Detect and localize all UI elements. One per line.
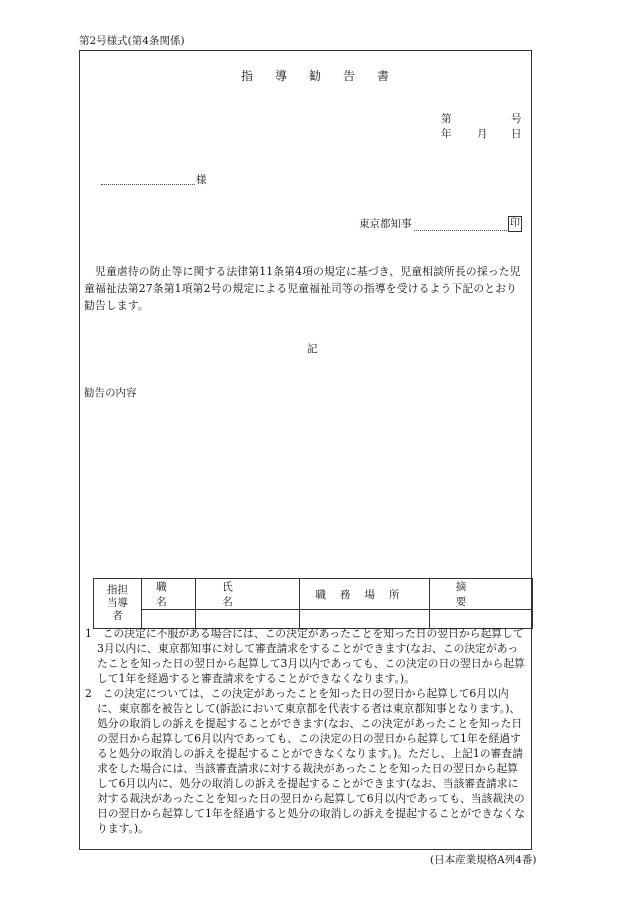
form-label: 第2号様式(第4条関係) <box>79 35 185 47</box>
col-header-remarks: 摘要 <box>430 579 533 610</box>
staff-table <box>93 578 533 629</box>
note-2: 2 この決定については、この決定があったことを知った日の翌日から起算して6月以内に、東京都を被告として(訴訟において東京都を代表する者は東京都知事となります。)、処分の取消しの訴えを提起することができます(なお、この決定があったことを知った日の翌日から起算して6月以内であっても、この決定の日の翌日から起算して1年を経過すると処分の取消しの訴えを提起することができなくなります。)。ただし、上記1の審査請求をした場合には、当該審査請求に対する裁決があったことを知った日の翌日から起算して6月以内に、処分の取消しの訴えを提起することができます(なお、当該審査請求に対する裁決があったことを知った日の翌日から起算して6月以内であっても、当該裁決の日の翌日から起算して1年を経過すると処分の取消しの訴えを提起することができなくなります。)。 <box>85 687 525 835</box>
recommendation-heading: 勧告の内容 <box>84 387 137 399</box>
addressee-field[interactable] <box>101 173 195 185</box>
footer-spec: (日本産業規格A列4番) <box>430 854 537 866</box>
col-header-title: 職名 <box>142 579 196 610</box>
col-header-workplace: 職務場所 <box>300 579 430 610</box>
col-header-name: 氏名 <box>196 579 300 610</box>
doc-number-prefix: 第 <box>441 113 452 125</box>
date-month: 月 <box>477 128 488 140</box>
date-day: 日 <box>511 128 522 140</box>
doc-number-suffix: 号 <box>511 113 522 125</box>
date-year: 年 <box>441 128 452 140</box>
notes-section <box>85 626 527 836</box>
note-1: 1 この決定に不服がある場合には、この決定があったことを知った日の翌日から起算して3月以内に、東京都知事に対して審査請求をすることができます(なお、この決定があったことを知った日の翌日から起算して3月以内であっても、この決定の日の翌日から起算して1年を経過すると審査請求をすることができなくなります。)。 <box>85 627 525 685</box>
seal-mark: 印 <box>508 216 522 232</box>
recommendation-content-area[interactable] <box>84 404 524 572</box>
recommendation-body: 児童虐待の防止等に関する法律第11条第4項の規定に基づき、児童相談所長の採った児童福祉法第27条第1項第2号の規定による児童福祉司等の指導を受けるよう下記のとおり勧告します。 <box>84 265 521 312</box>
staff-row-label: 指担当導者 <box>94 579 142 629</box>
ki-marker: 記 <box>307 343 318 355</box>
issuer-name: 東京都知事 <box>359 218 412 230</box>
page-title: 指導勧告書 <box>240 69 411 83</box>
addressee-suffix: 様 <box>196 174 207 186</box>
